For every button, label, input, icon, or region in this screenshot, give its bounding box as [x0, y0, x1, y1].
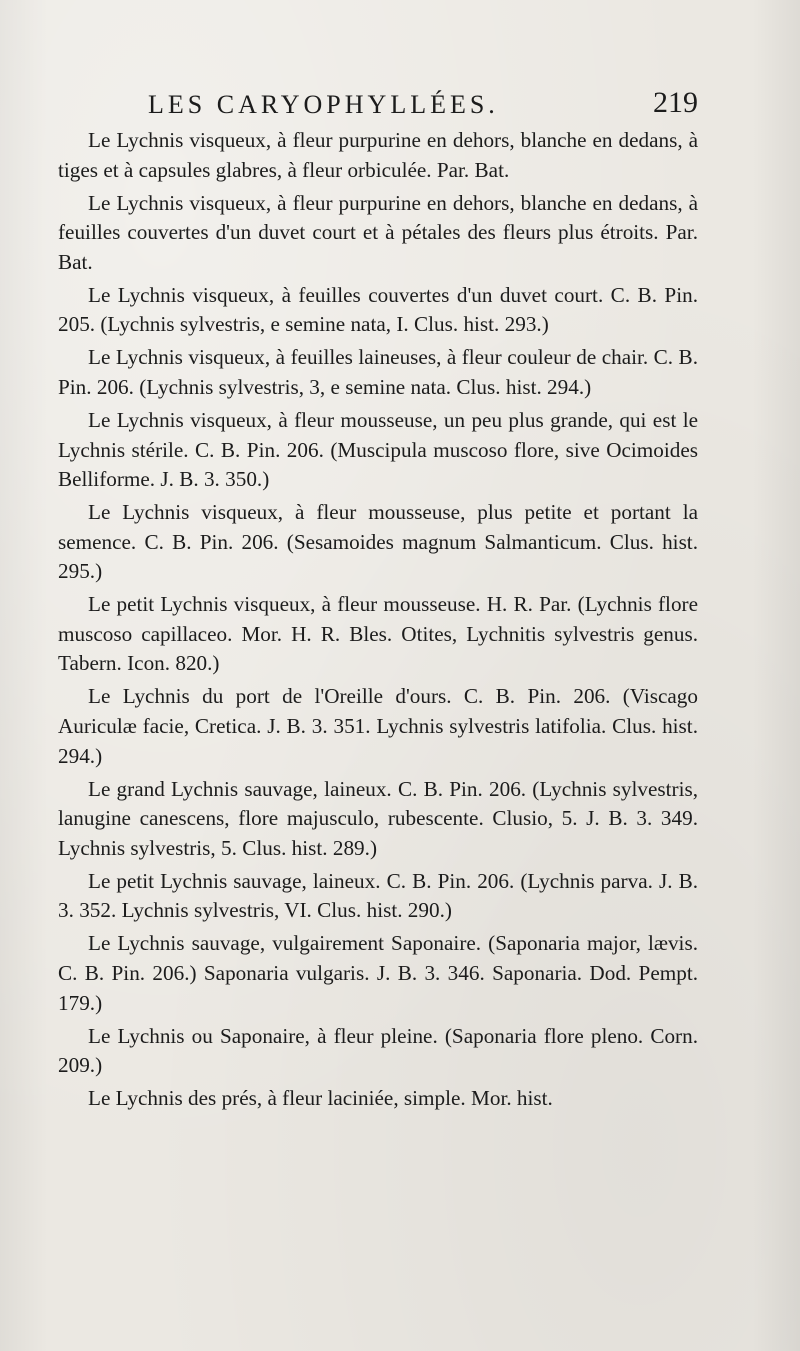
- species-entry: Le petit Lychnis visqueux, à fleur mousseuse. H. R. Par. (Lychnis flore muscoso capillaceo. Mor. H. R. Bles. Otites, Lychnitis sylvestris genus. Tabern. Icon. 820.): [58, 592, 698, 676]
- species-entry: Le Lychnis visqueux, à fleur mousseuse, un peu plus grande, qui est le Lychnis stérile. C. B. Pin. 206. (Muscipula muscoso flore, sive Ocimoides Belliforme. J. B. 3. 350.): [58, 407, 698, 492]
- species-entry: Le Lychnis visqueux, à feuilles couvertes d'un duvet court. C. B. Pin. 205. (Lychnis sylvestris, e semine nata, I. Clus. hist. 293.): [58, 282, 698, 337]
- species-entry: Le Lychnis visqueux, à fleur purpurine en dehors, blanche en dedans, à tiges et à capsules glabres, à fleur orbiculée. Par. Bat.: [58, 128, 698, 182]
- running-title: LES CARYOPHYLLÉES.: [148, 90, 499, 119]
- species-entry: Le Lychnis ou Saponaire, à fleur pleine. (Saponaria flore pleno. Corn. 209.): [58, 1023, 698, 1078]
- species-entry: Le Lychnis des prés, à fleur laciniée, simple. Mor. hist.: [88, 1086, 553, 1111]
- species-entry: Le Lychnis sauvage, vulgairement Saponaire. (Saponaria major, lævis. C. B. Pin. 206.) Saponaria vulgaris. J. B. 3. 346. Saponaria. Dod. Pempt. 179.): [58, 931, 698, 1015]
- species-entry: Le Lychnis visqueux, à fleur purpurine en dehors, blanche en dedans, à feuilles couvertes d'un duvet court et à pétales des fleurs plus étroits. Par. Bat.: [58, 190, 698, 274]
- species-entry: Le petit Lychnis sauvage, laineux. C. B. Pin. 206. (Lychnis parva. J. B. 3. 352. Lychnis sylvestris, VI. Clus. hist. 290.): [58, 868, 698, 923]
- species-entry: Le grand Lychnis sauvage, laineux. C. B. Pin. 206. (Lychnis sylvestris, lanugine canescens, flore majusculo, rubescente. Clusio, 5. J. B. 3. 349. Lychnis sylvestris, 5. Clus. hist. 289.): [58, 776, 698, 860]
- species-entry: Le Lychnis visqueux, à feuilles laineuses, à fleur couleur de chair. C. B. Pin. 206. (Lychnis sylvestris, 3, e semine nata. Clus. hist. 294.): [58, 345, 698, 399]
- running-head: [58, 76, 698, 120]
- page-number: 219: [653, 86, 698, 119]
- book-page: [58, 76, 698, 1316]
- species-entry: Le Lychnis visqueux, à fleur mousseuse, plus petite et portant la semence. C. B. Pin. 206. (Sesamoides magnum Salmanticum. Clus. hist. 295.): [58, 500, 698, 584]
- species-entry: Le Lychnis du port de l'Oreille d'ours. C. B. Pin. 206. (Viscago Auriculæ facie, Cretica. J. B. 3. 351. Lychnis sylvestris latifolia. Clus. hist. 294.): [58, 684, 698, 768]
- body-text: [58, 126, 698, 1114]
